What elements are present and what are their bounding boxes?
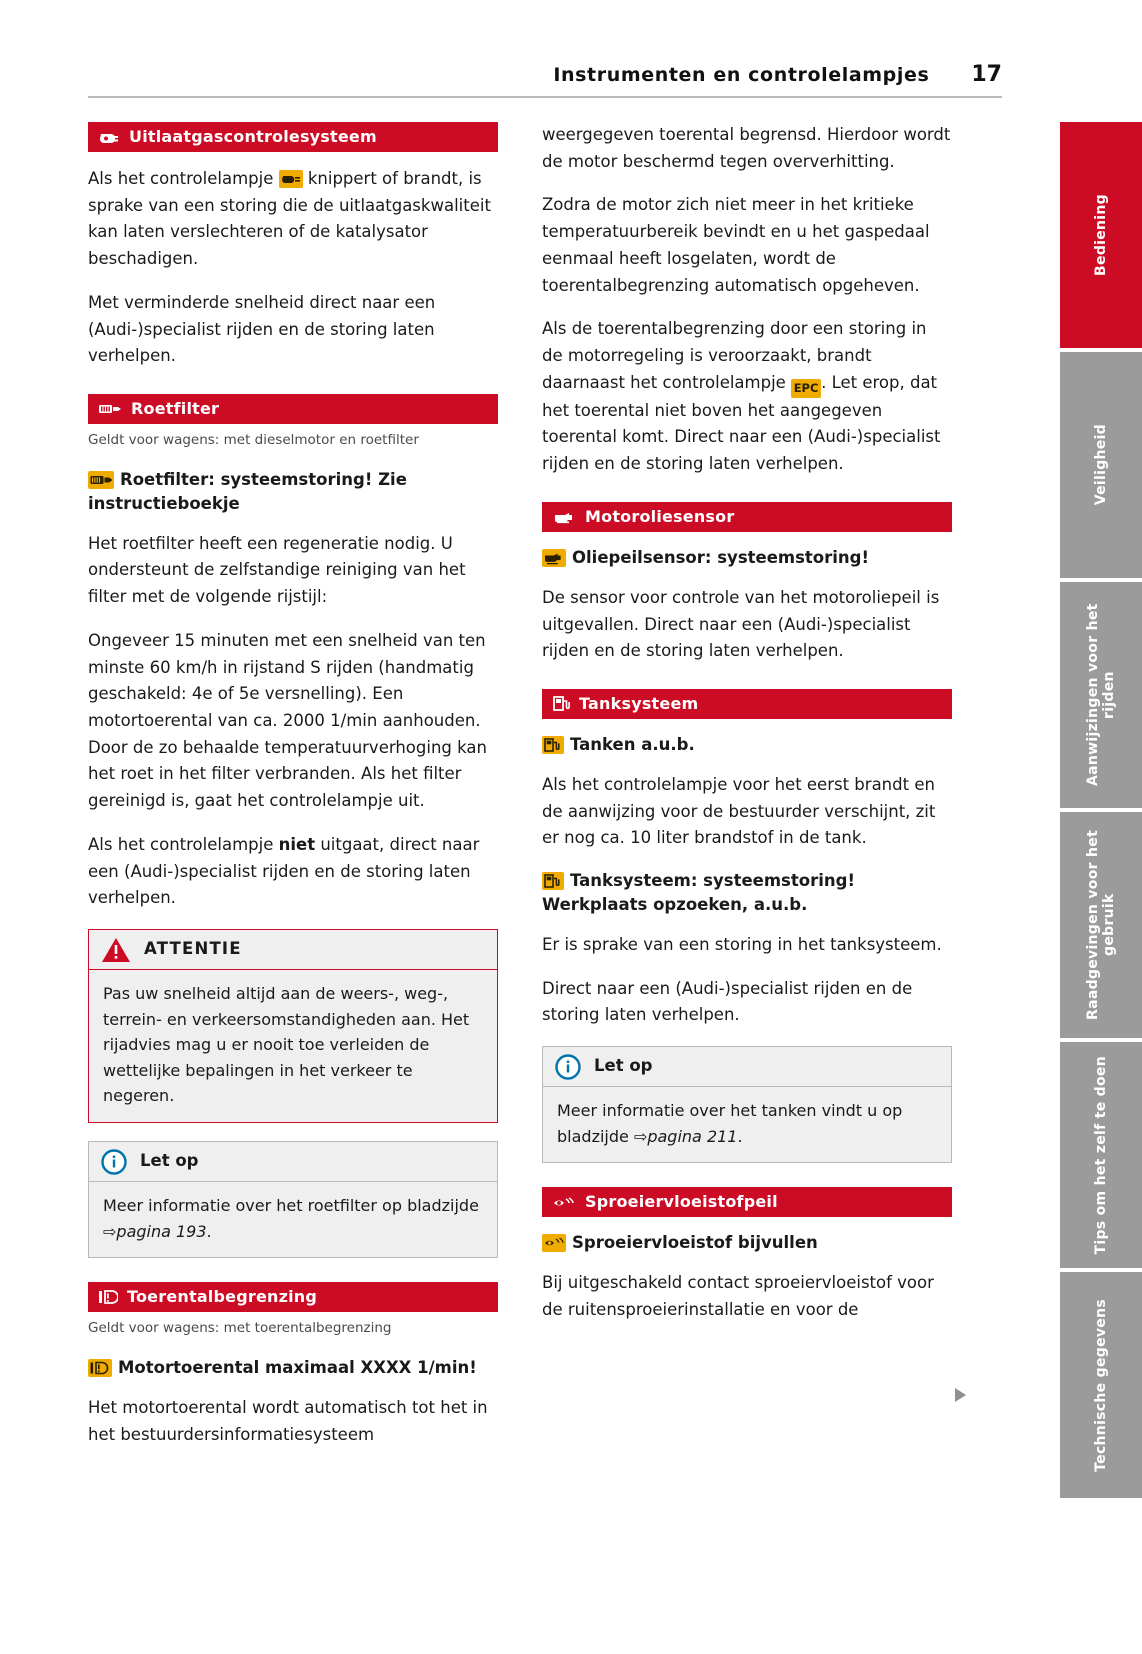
side-tab-aanwijzingen[interactable] [1060,582,1142,808]
section-header-toerental [88,1282,498,1312]
paragraph-motoroliesensor: De sensor voor controle van het motoroliepeil is uitgevallen. Direct naar een (Audi-)specialist rijden en de storing laten verhelpen. [542,587,940,661]
subhead-tanksysteem-storing [542,869,952,917]
applies-to-toerental: Geldt voor wagens: met toerentalbegrenzing [88,1320,392,1337]
section-header-uitlaatgas [88,122,498,152]
right-column [542,122,952,1324]
note-box-header-right [543,1047,951,1087]
side-tab-technische[interactable] [1060,1272,1142,1498]
note-box-text-right [543,1087,951,1162]
side-tab-bediening[interactable] [1060,122,1142,348]
epc-text-after: . Let erop, dat het toerental niet boven het aangegeven toerental komt. Direct naar een (Audi-)specialist rijden en de storing laten verhelpen. [542,372,941,474]
note-box-tanken [542,1046,952,1163]
section-title-uitlaatgas: Uitlaatgascontrolesysteem [129,127,377,147]
note-text-after-right: . [737,1126,743,1146]
side-tab-label-3: Raadgevingen voor het gebruik [1084,829,1117,1021]
warning-triangle-icon [101,937,131,963]
paragraph-uitlaatgas-1: Als het controlelampje knippert of brandt, is sprake van een storing die de uitlaatgaskwaliteit kan laten verslechteren of de katalysator beschadigen. [88,169,491,269]
paragraph-roetfilter-2: Ongeveer 15 minuten met een snelheid van ten minste 60 km/h in rijstand S rijden (handmatig geschakeld: 4e of 5e versnelling). Een motortoerental van ca. 2000 1/min aanhouden. Door de zo behaalde temperatuurverhoging kan het roet in het filter verbranden. Als het filter gereinigd is, gaat het controlelampje uit. [88,630,487,811]
soot-filter-icon [98,402,122,416]
side-tab-label-1: Veiligheid [1092,424,1109,506]
exhaust-warning-icon [98,129,120,145]
note-reference: pagina 193 [116,1221,207,1241]
subhead-sproeier-text: Sproeiervloeistof bijvullen [572,1233,818,1253]
subhead-tanken-text: Tanken a.u.b. [570,734,695,754]
paragraph-epc [542,316,952,478]
epc-badge-icon: EPC [791,379,821,398]
note-box-roetfilter [88,1141,498,1258]
subhead-tanksysteem-storing-text: Tanksysteem: systeemstoring! Werkplaats opzoeken, a.u.b. [542,871,855,914]
note-text-after: . [206,1221,212,1241]
paragraph-continuation-2: Zodra de motor zich niet meer in het kritieke temperatuurbereik bevindt en u het gaspedaal eenmaal heeft losgelaten, wordt de toerentalbegrenzing automatisch opgeheven. [542,195,930,295]
section-title-tanksysteem: Tanksysteem [579,694,699,714]
fuel-pump-warning-icon [542,736,564,754]
page-number: 17 [971,62,1002,87]
subhead-tanken [542,733,952,757]
section-title-motoroliesensor: Motoroliesensor [585,506,735,526]
subhead-roetfilter [88,468,498,516]
continuation-arrow-icon [955,1388,966,1402]
paragraph-continuation-1: weergegeven toerental begrensd. Hierdoor wordt de motor beschermd tegen oververhitting. [542,125,951,171]
page-title: Instrumenten en controlelampjes [553,64,930,86]
note-box-text [89,1182,497,1257]
fuel-pump-warning-icon-2 [542,872,564,890]
paragraph-roetfilter-1: Het roetfilter heeft een regeneratie nodig. U ondersteunt de zelfstandige reiniging van het filter met de volgende rijstijl: [88,533,466,607]
section-title-toerental: Toerentalbegrenzing [127,1287,318,1307]
attention-box [88,929,498,1123]
attention-box-header [89,930,497,970]
note-box-header [89,1142,497,1182]
subhead-toerental [88,1356,498,1380]
rpm-limit-icon [98,1289,118,1305]
note-box-label-right: Let op [594,1056,653,1076]
paragraph-uitlaatgas-2: Met verminderde snelheid direct naar een (Audi-)specialist rijden en de storing laten verhelpen. [88,292,436,366]
side-tab-label-5: Technische gegevens [1092,1298,1109,1472]
rpm-limit-warning-icon [88,1359,112,1377]
attention-box-label: ATTENTIE [144,939,242,959]
paragraph-toerental: Het motortoerental wordt automatisch tot het in het bestuurdersinformatiesysteem [88,1398,488,1444]
section-header-sproeier [542,1187,952,1217]
subhead-roetfilter-text: Roetfilter: systeemstoring! Zie instructieboekje [88,469,407,513]
side-tab-label-2: Aanwijzingen voor het rijden [1084,603,1117,787]
oil-can-warning-icon [542,549,566,567]
note-reference-right: pagina 211 [647,1126,738,1146]
exhaust-warning-icon-inline [279,170,303,188]
side-tab-label-0: Bediening [1092,194,1109,276]
note-text-before: Meer informatie over het roetfilter op bladzijde [103,1196,479,1216]
page-header [88,62,1002,87]
section-header-roetfilter [88,394,498,424]
section-title-sproeier: Sproeiervloeistofpeil [585,1192,778,1212]
paragraph-sproeier: Bij uitgeschakeld contact sproeiervloeistof voor de ruitensproeierinstallatie en voor de [542,1273,934,1319]
side-tabs [1060,122,1142,1502]
washer-fluid-warning-icon [542,1234,566,1252]
info-circle-icon [555,1054,581,1080]
subhead-oliepeilsensor-text: Oliepeilsensor: systeemstoring! [572,547,870,567]
soot-filter-warning-icon [88,471,114,489]
subhead-oliepeilsensor [542,546,952,570]
side-tab-label-4: Tips om het zelf te doen [1092,1055,1109,1255]
section-header-motoroliesensor [542,502,952,532]
paragraph-tanksysteem-1: Er is sprake van een storing in het tanksysteem. [542,934,942,954]
left-column [88,122,498,1448]
washer-fluid-icon [552,1196,576,1209]
header-divider [88,96,1002,98]
applies-to-roetfilter: Geldt voor wagens: met dieselmotor en roetfilter [88,432,419,449]
oil-can-icon [552,509,576,524]
epc-text-before: Als de toerentalbegrenzing door een storing in de motorregeling is veroorzaakt, brandt daarnaast het controlelampje [542,319,927,392]
paragraph-tanken: Als het controlelampje voor het eerst brandt en de aanwijzing voor de bestuurder verschijnt, zit er nog ca. 10 liter brandstof in de tank. [542,774,936,848]
note-text-before-right: Meer informatie over het tanken vindt u op bladzijde [557,1101,903,1146]
note-box-label: Let op [140,1151,199,1171]
paragraph-tanksysteem-2: Direct naar een (Audi-)specialist rijden en de storing laten verhelpen. [542,978,913,1025]
reference-arrow-icon: ⇨ [103,1221,117,1241]
subhead-toerental-text: Motortoerental maximaal XXXX 1/min! [118,1358,477,1378]
section-title-roetfilter: Roetfilter [131,399,220,419]
reference-arrow-icon-right: ⇨ [633,1126,648,1146]
paragraph-roetfilter-3: Als het controlelampje niet uitgaat, direct naar een (Audi-)specialist rijden en de storing laten verhelpen. [88,834,480,908]
info-circle-icon [101,1149,127,1175]
section-header-tanksysteem [542,689,952,719]
subhead-sproeier [542,1231,952,1255]
attention-box-text: Pas uw snelheid altijd aan de weers-, weg-, terrein- en verkeersomstandigheden aan. Het rijadvies mag u er nooit toe verleiden de wettelijke bepalingen in het verkeer te negeren. [89,970,497,1122]
fuel-pump-icon [552,695,570,712]
side-tab-raadgevingen[interactable] [1060,812,1142,1038]
side-tab-veiligheid[interactable] [1060,352,1142,578]
side-tab-tips[interactable] [1060,1042,1142,1268]
